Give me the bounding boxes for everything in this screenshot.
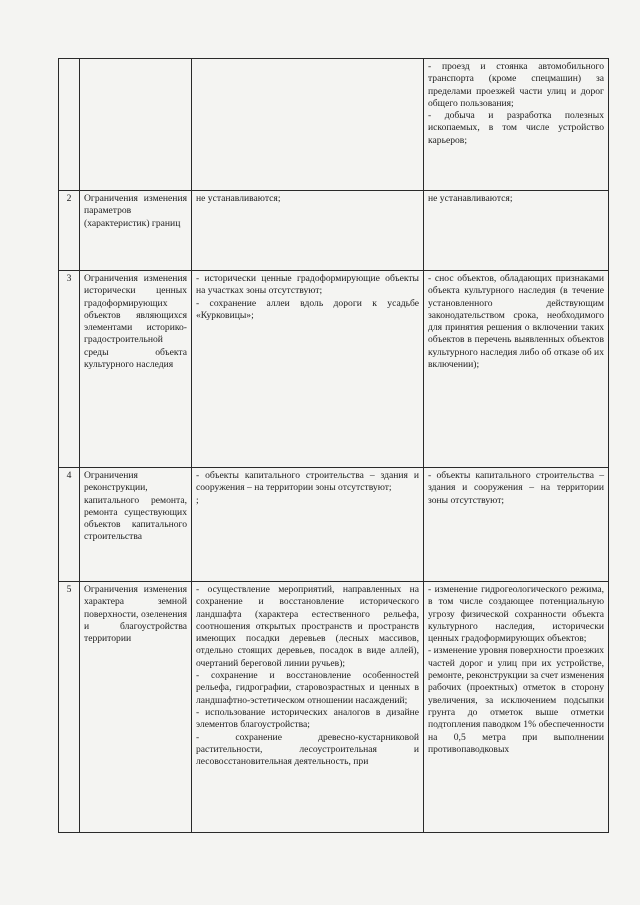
prohibited-cell bbox=[424, 468, 609, 582]
prohibited-item: - объекты капитального строительства – здания и сооружения – на территории зоны отсутствуют; bbox=[428, 470, 604, 506]
permitted-cell bbox=[192, 191, 424, 271]
table-row bbox=[59, 271, 609, 468]
restriction-name-line: Ограничения изменения исторически ценных градоформирующих объектов являющихся элементами историко-градостроительной среды объекта культурного наследия bbox=[84, 273, 187, 371]
prohibited-cell bbox=[424, 59, 609, 191]
prohibited-item: не устанавливаются; bbox=[428, 193, 513, 204]
table-row bbox=[59, 59, 609, 191]
restrictions-table bbox=[58, 58, 609, 833]
permitted-cell bbox=[192, 582, 424, 833]
permitted-item: - исторически ценные градоформирующие объекты на участках зоны отсутствуют; bbox=[196, 273, 419, 297]
permitted-item: ; bbox=[196, 494, 199, 506]
restriction-name-line: Ограничения изменения характера земной поверхности, озеленения и благоустройства территории bbox=[84, 584, 187, 645]
prohibited-item: - изменение гидрогеологического режима, в том числе создающее потенциальную угрозу физической сохранности объекта культурного наследия, исторически ценных градоформирующих объектов; bbox=[428, 584, 604, 645]
permitted-item: - использование исторических аналогов в дизайне элементов благоустройства; bbox=[196, 706, 419, 731]
restriction-name bbox=[80, 468, 192, 582]
restriction-name-line: Ограничения изменения параметров (характеристик) границ bbox=[84, 193, 187, 229]
permitted-cell bbox=[192, 59, 424, 191]
restriction-name bbox=[80, 271, 192, 468]
row-number-text: 5 bbox=[66, 584, 72, 595]
prohibited-item: - добыча и разработка полезных ископаемых, в том числе устройство карьеров; bbox=[428, 110, 604, 146]
prohibited-cell bbox=[424, 582, 609, 833]
prohibited-item: - снос объектов, обладающих признаками объекта культурного наследия (в течение установленного действующим законодательством срока, необходимого для принятия решения о включении таких объектов в перечень выявленных объектов культурного наследия либо об отказе об их включении); bbox=[428, 273, 604, 371]
table-row bbox=[59, 191, 609, 271]
row-number-text: 3 bbox=[66, 273, 72, 284]
permitted-item: - объекты капитального строительства – здания и сооружения – на территории зоны отсутствуют; bbox=[196, 470, 419, 494]
table-body bbox=[59, 59, 609, 833]
row-number bbox=[59, 582, 80, 833]
restriction-name-line: Ограничения реконструкции, капитального ремонта, ремонта существующих объектов капитального строительства bbox=[84, 470, 187, 543]
prohibited-item: - проезд и стоянка автомобильного транспорта (кроме спецмашин) за пределами проезжей части улиц и дорог общего пользования; bbox=[428, 61, 604, 109]
permitted-item: - сохранение древесно-кустарниковой растительности, лесоустроительная и лесовосстановительная деятельность, при bbox=[196, 731, 419, 768]
permitted-cell bbox=[192, 271, 424, 468]
permitted-item: - сохранение и восстановление особенностей рельефа, гидрографии, старовозрастных и ценных в ландшафтно-эстетическом отношении насаждений; bbox=[196, 670, 419, 706]
prohibited-item: - изменение уровня поверхности проезжих частей дорог и улиц при их устройстве, ремонте, реконструкции за счет изменения рабочих (проектных) отметок в сторону увеличения, за исключением подсыпки грунта до отметок выше отметки подтопления паводком 1% обеспеченности на 0,5 метра при выполнении противопаводковых bbox=[428, 645, 604, 755]
permitted-item: - сохранение аллеи вдоль дороги к усадьбе «Курковицы»; bbox=[196, 297, 419, 321]
table-row bbox=[59, 582, 609, 833]
row-number bbox=[59, 468, 80, 582]
table-row bbox=[59, 468, 609, 582]
restriction-name bbox=[80, 59, 192, 191]
row-number bbox=[59, 271, 80, 468]
restriction-name bbox=[80, 191, 192, 271]
prohibited-cell bbox=[424, 191, 609, 271]
row-number-text: 2 bbox=[66, 193, 72, 204]
permitted-cell bbox=[192, 468, 424, 582]
prohibited-cell bbox=[424, 271, 609, 468]
row-number bbox=[59, 191, 80, 271]
row-number-text: 4 bbox=[66, 470, 72, 481]
permitted-item: - осуществление мероприятий, направленных на сохранение и восстановление исторического ландшафта (характера естественного рельефа, соотношения открытых пространств и пространств имеющих посадки деревьев (лесных массивов, отдельно стоящих деревьев, посадок в виде аллей), очертаний береговой линии ручьев); bbox=[196, 584, 419, 669]
permitted-item: не устанавливаются; bbox=[196, 193, 281, 204]
restriction-name bbox=[80, 582, 192, 833]
row-number bbox=[59, 59, 80, 191]
